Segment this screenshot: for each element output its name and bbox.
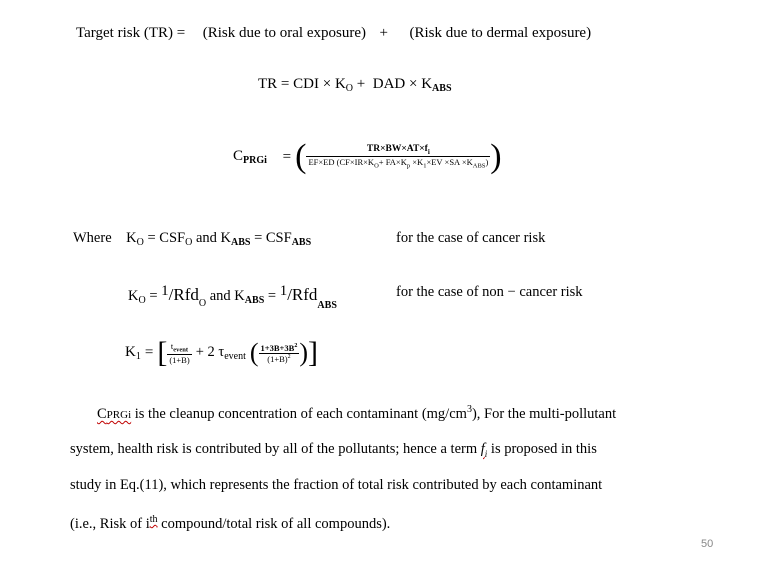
th-superscript: th (149, 514, 158, 525)
and-k: and K (209, 288, 245, 304)
k-subscript: O (136, 237, 144, 248)
paragraph-text: system, health risk is contributed by all of the pollutants; hence a term (70, 441, 481, 457)
k1-formula (125, 338, 318, 368)
equals-sign: = (267, 288, 277, 304)
times-sign: × (322, 76, 332, 92)
left-bracket: [ (157, 336, 168, 369)
k-subscript: O (138, 295, 146, 306)
cancer-risk-definition (73, 230, 311, 248)
rfd-term: /Rfd (168, 285, 199, 304)
page-number: 50 (701, 538, 714, 550)
kabs-symbol: K (421, 76, 433, 92)
t-event-numerator: $t_{event}$ (167, 341, 191, 355)
non-cancer-case-label: for the case of non − cancer risk (396, 284, 583, 300)
k-symbol: K (334, 76, 346, 92)
kabs-subscript: ABS (244, 295, 265, 306)
t-event-denominator: (1+B) (169, 354, 190, 365)
k1-subscript: 1 (135, 351, 141, 362)
tau-subscript: event (224, 351, 246, 362)
t-event-fraction (167, 341, 191, 365)
rfd-abs-term: /Rfd (287, 285, 318, 304)
one-numerator: 1 (279, 283, 288, 299)
non-cancer-risk-definition (128, 283, 337, 311)
equals-csf-abs: = CSF (254, 230, 292, 246)
csf-abs-subscript: ABS (291, 237, 312, 248)
b-denominator: $(1+B)^2$ (267, 353, 291, 364)
equals-sign: = (149, 288, 158, 304)
paragraph-text: (i.e., Risk of i (70, 516, 150, 532)
paragraph-line-1 (97, 404, 616, 423)
k-symbol: K (126, 230, 137, 246)
c-subscript: PRGi (243, 155, 267, 166)
plus-2-tau: + 2 τ (195, 344, 225, 360)
csf-subscript: O (185, 237, 193, 248)
oral-exposure-term: (Risk due to oral exposure) (202, 25, 366, 41)
plus-sign: + (379, 25, 388, 41)
left-paren: ( (249, 338, 259, 367)
paragraph-line-3: study in Eq.(11), which represents the fraction of total risk contributed by each contaminant (70, 477, 603, 493)
fi-term: $f_i$ (480, 441, 488, 459)
one-numerator: 1 (161, 283, 169, 299)
paragraph-line-2 (70, 441, 597, 459)
b-numerator: $1+3B+3B^2$ (260, 342, 298, 353)
plus-sign: + (356, 76, 366, 92)
b-fraction (259, 343, 300, 364)
tr-formula (258, 76, 452, 94)
k-symbol: K (128, 288, 139, 304)
right-bracket: ] (307, 336, 318, 369)
cprg-numerator: $TR\times BW\times AT\times f_i$ (306, 144, 490, 157)
cube-superscript: 3 (466, 404, 472, 415)
equals-csf: = CSF (147, 230, 186, 246)
equals-sign: = (144, 344, 154, 361)
rfd-subscript: O (198, 298, 207, 309)
and-k: and K (195, 230, 231, 246)
paragraph-text: ), For the multi-pollutant (471, 406, 617, 422)
kabs-subscript: ABS (432, 83, 452, 94)
cprg-denominator: EF×ED $(CF\times IR\times K_O+ FA\times K_p \times K_1\times EV \times SA \times K_{ABS})$ (308, 157, 489, 170)
kabs-subscript: ABS (231, 237, 251, 248)
cprg-fraction (306, 144, 490, 170)
cancer-case-label: for the case of cancer risk (396, 230, 546, 246)
right-paren: ) (490, 138, 502, 175)
paragraph-text: is proposed in this (487, 441, 597, 457)
paragraph-text: compound/total risk of all compounds). (157, 516, 391, 532)
left-paren: ( (295, 138, 307, 175)
times-sign: × (408, 76, 418, 92)
equals-sign: = (282, 148, 292, 165)
paragraph-text: is the cleanup concentration of each contaminant (mg/cm (131, 406, 467, 422)
k-subscript: O (345, 83, 354, 94)
dermal-exposure-term: (Risk due to dermal exposure) (409, 25, 592, 41)
dad-term: DAD (372, 76, 406, 92)
cprgi-term: CPRGi (97, 406, 132, 422)
k1-symbol: K (125, 344, 136, 360)
target-risk-lhs: Target risk (TR) = (76, 25, 186, 41)
target-risk-equation (76, 25, 591, 42)
tr-cdi: TR = CDI (258, 76, 319, 92)
right-paren: ) (299, 338, 308, 367)
cprg-formula (233, 140, 502, 174)
paragraph-line-4 (70, 514, 390, 533)
c-symbol: C (233, 148, 244, 164)
where-label: Where (73, 230, 112, 246)
rfd-abs-subscript: ABS (317, 300, 337, 311)
